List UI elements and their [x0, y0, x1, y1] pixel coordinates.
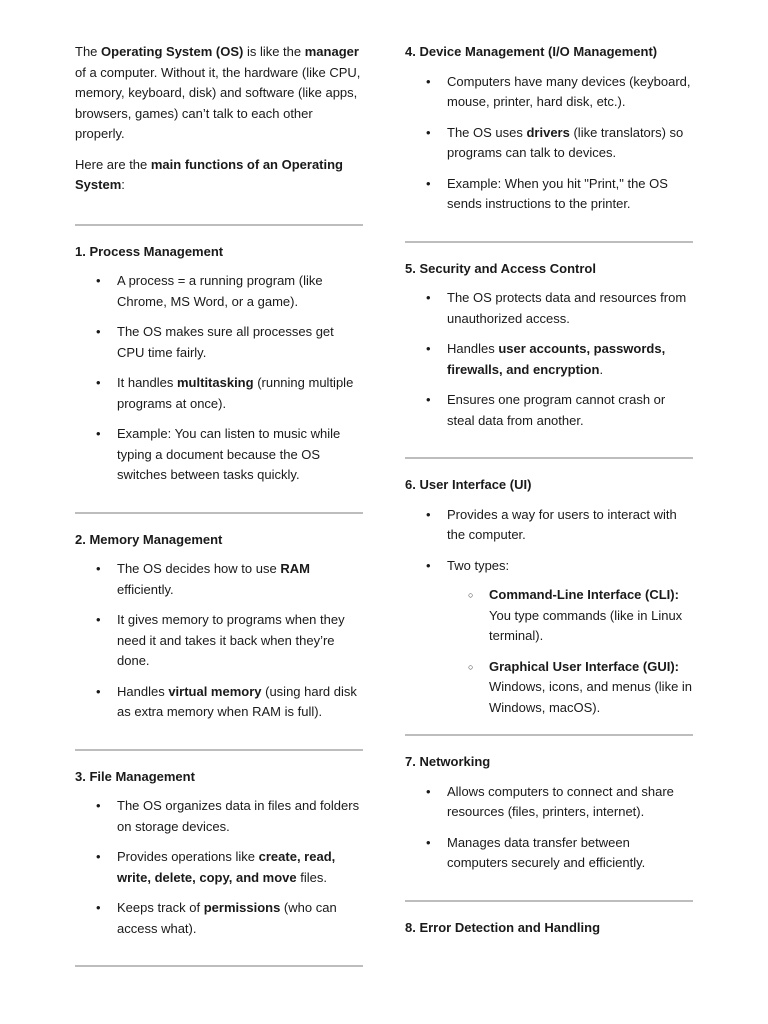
bold-text: Command-Line Interface (CLI):	[489, 587, 679, 602]
section-process-management	[75, 242, 363, 486]
sub-list-item	[489, 585, 693, 647]
section-title: 5. Security and Access Control	[405, 260, 596, 276]
text-run: You type commands (like in Linux terminal).	[489, 607, 683, 643]
list-item	[117, 898, 363, 939]
bullet-list	[405, 505, 693, 719]
list-item	[447, 556, 693, 719]
left-column	[75, 42, 363, 967]
bold-text: RAM	[280, 561, 310, 576]
list-item	[117, 796, 363, 837]
text-run: :	[121, 177, 125, 192]
bold-text: multitasking	[177, 375, 254, 390]
section-networking	[405, 752, 693, 874]
list-item	[447, 288, 693, 329]
text-run: (running multiple programs at once).	[117, 375, 354, 411]
text-run: (like translators) so programs can talk to devices.	[447, 124, 684, 160]
bold-text: Operating System (OS)	[101, 44, 244, 59]
bullet-list	[75, 559, 363, 723]
section-security-access-control	[405, 259, 693, 432]
list-item	[117, 610, 363, 672]
bullet-list	[405, 288, 693, 431]
text-run: (who can access what).	[117, 900, 337, 936]
text-run: Two types:	[447, 557, 510, 573]
text-run: files.	[296, 869, 327, 885]
text-run: Here are the	[75, 156, 151, 172]
list-item	[117, 424, 363, 486]
bold-text: user accounts, passwords, firewalls, and encryption	[447, 341, 666, 377]
text-run: (using hard disk as extra memory when RAM is full).	[117, 683, 357, 719]
section-device-management	[405, 42, 693, 215]
text-run: Example: You can listen to music while typing a document because the OS switches between tasks quickly.	[117, 426, 341, 482]
bullet-list	[75, 271, 363, 486]
bold-text: create, read, write, delete, copy, and move	[117, 849, 336, 885]
text-run: Allows computers to connect and share resources (files, printers, internet).	[447, 783, 674, 819]
intro-lead-in	[75, 155, 363, 196]
text-run: The OS protects data and resources from unauthorized access.	[447, 290, 687, 326]
bold-text: Graphical User Interface (GUI):	[489, 658, 679, 674]
right-column	[405, 42, 693, 947]
text-run: Example: When you hit "Print," the OS sends instructions to the printer.	[447, 175, 668, 211]
section-title: 4. Device Management (I/O Management)	[405, 44, 658, 59]
bullet-list	[405, 782, 693, 874]
list-item	[117, 682, 363, 723]
text-run: .	[599, 361, 604, 377]
list-item	[117, 847, 363, 888]
text-run: Computers have many devices (keyboard, mouse, printer, hard disk, etc.).	[447, 73, 691, 109]
list-item-text	[447, 558, 509, 573]
text-run: of a computer. Without it, the hardware (like CPU, memory, keyboard, disk) and software (like apps, browsers, games) can’t talk to each other properly.	[75, 64, 361, 141]
bold-text: manager	[304, 44, 359, 59]
text-run: Handles	[117, 683, 169, 699]
section-title: 3. File Management	[75, 768, 195, 784]
bullet-list	[405, 72, 693, 215]
bold-text: main functions of an Operating System	[75, 156, 343, 192]
section-divider	[75, 965, 363, 967]
text-run: The OS uses	[447, 124, 527, 140]
text-run: efficiently.	[117, 581, 174, 597]
text-run: The	[75, 44, 102, 59]
list-item	[447, 833, 693, 874]
text-run: is like the	[243, 44, 305, 59]
text-run: Windows, icons, and menus (like in Windows, macOS).	[489, 679, 693, 715]
list-item	[117, 322, 363, 363]
text-run: It handles	[117, 375, 177, 390]
text-run: The OS makes sure all processes get CPU time fairly.	[117, 324, 334, 360]
section-title: 6. User Interface (UI)	[405, 477, 532, 492]
list-item	[117, 373, 363, 414]
bullet-list	[75, 796, 363, 939]
text-run: It gives memory to programs when they need it and takes it back when they’re done.	[117, 612, 345, 668]
section-error-detection	[405, 918, 693, 939]
bold-text: virtual memory	[168, 683, 262, 699]
text-run: Manages data transfer between computers securely and efficiently.	[447, 834, 646, 870]
sub-list-item	[489, 657, 693, 719]
list-item	[447, 390, 693, 431]
section-title: 7. Networking	[405, 754, 491, 769]
list-item	[447, 174, 693, 215]
section-title: 1. Process Management	[75, 243, 224, 259]
list-item	[447, 505, 693, 546]
text-run: A process = a running program (like Chrome, MS Word, or a game).	[117, 273, 323, 309]
bold-text: drivers	[526, 124, 570, 140]
text-run: Ensures one program cannot crash or steal data from another.	[447, 392, 666, 428]
text-run: Provides a way for users to interact with the computer.	[447, 506, 677, 542]
list-item	[447, 72, 693, 113]
bold-text: permissions	[203, 900, 281, 915]
text-run: Provides operations like	[117, 849, 259, 864]
text-run: The OS decides how to use	[117, 561, 281, 576]
text-run: The OS organizes data in files and folders on storage devices.	[117, 798, 360, 834]
section-user-interface	[405, 475, 693, 718]
section-memory-management	[75, 530, 363, 723]
list-item	[447, 339, 693, 380]
list-item	[117, 559, 363, 600]
list-item	[447, 123, 693, 164]
sub-list	[447, 585, 693, 718]
intro-paragraph	[75, 42, 363, 145]
list-item	[117, 271, 363, 312]
section-title: 2. Memory Management	[75, 531, 223, 547]
section-title: 8. Error Detection and Handling	[405, 919, 601, 935]
section-file-management	[75, 767, 363, 940]
text-run: Keeps track of	[117, 900, 204, 915]
text-run: Handles	[447, 341, 499, 356]
list-item	[447, 782, 693, 823]
